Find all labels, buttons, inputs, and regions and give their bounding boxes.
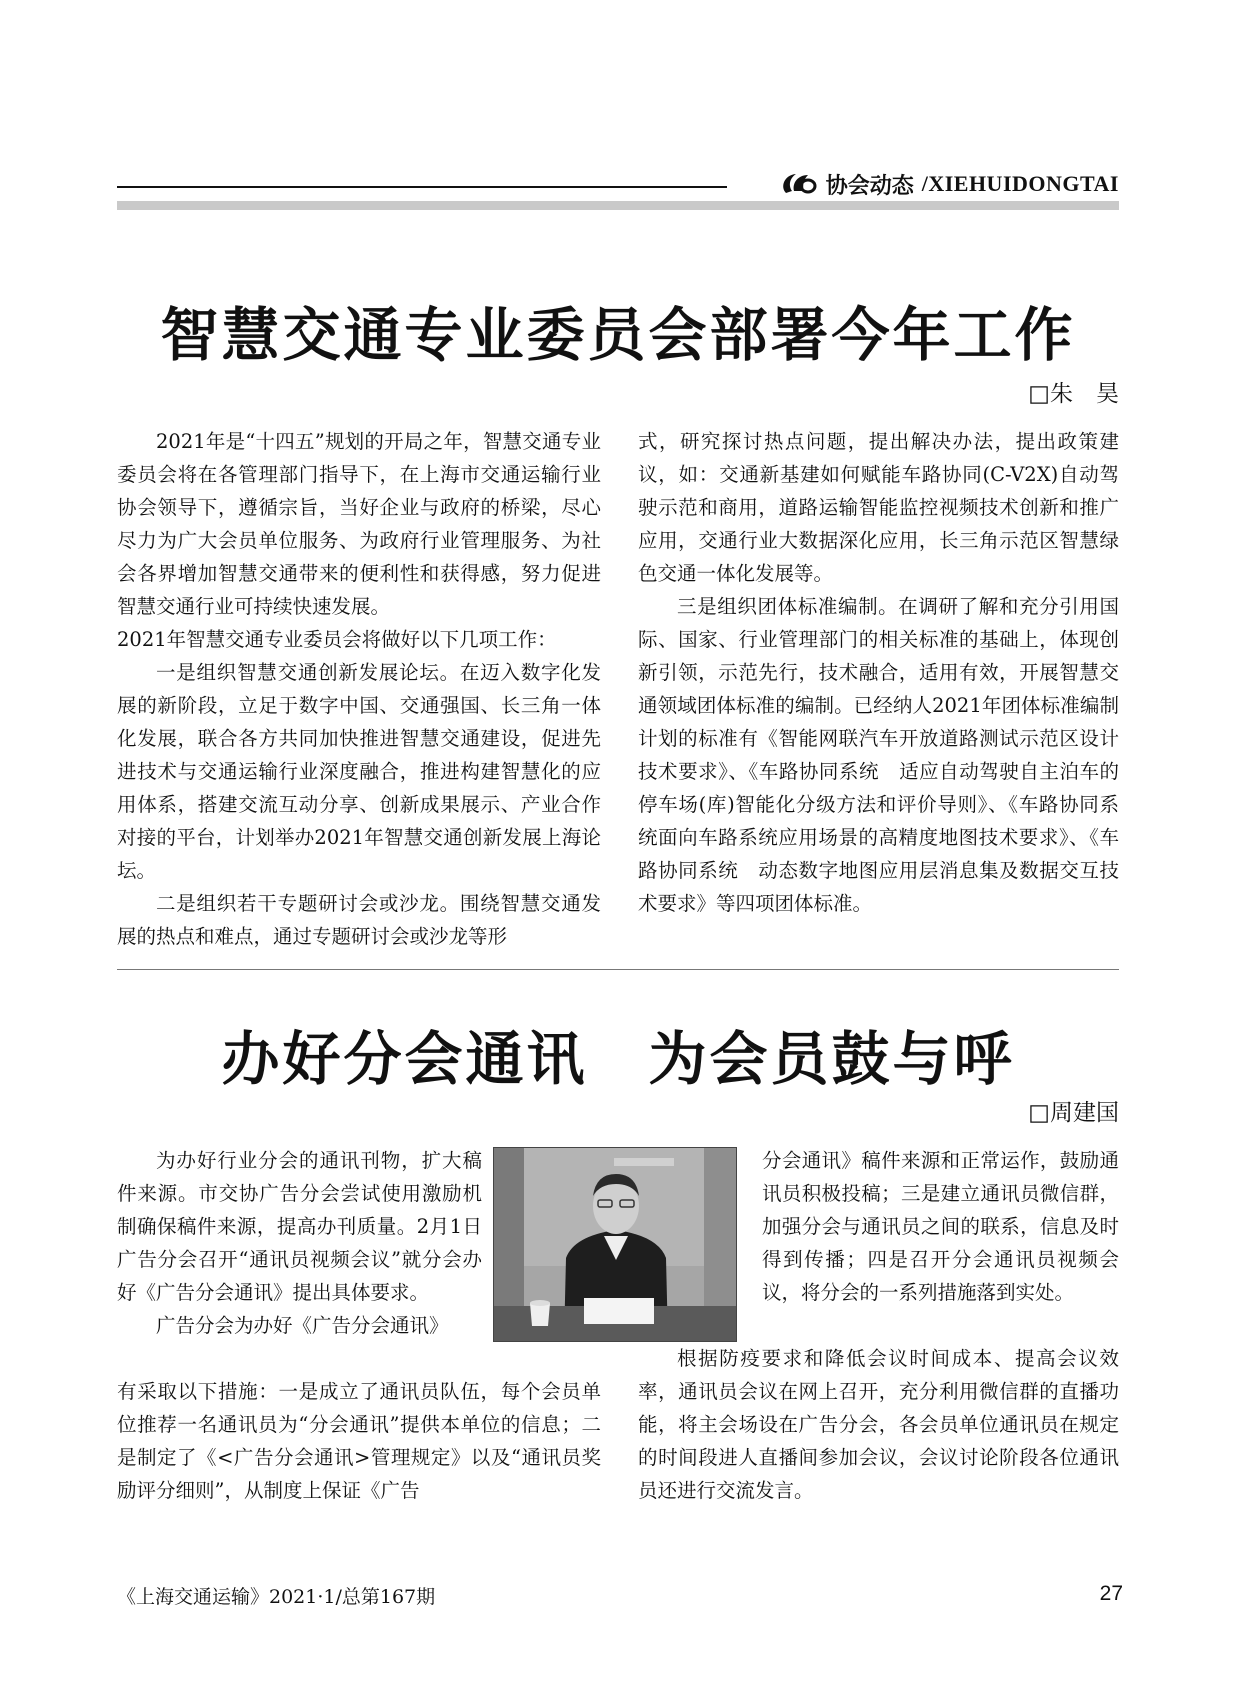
article2-right-bottom-column xyxy=(638,1342,1119,1507)
article2-left-bottom-column xyxy=(117,1375,601,1507)
section-name-en: /XIEHUIDONGTAI xyxy=(921,171,1119,196)
paragraph: 2021年是“十四五”规划的开局之年，智慧交通专业委员会将在各管理部门指导下，在上海市交通运输行业协会领导下，遵循宗旨，当好企业与政府的桥梁，尽心尽力为广大会员单位服务、为政府行业管理服务、为社会各界增加智慧交通带来的便利性和获得感，努力促进智慧交通行业可持续快速发展。 xyxy=(117,430,601,618)
article1-author: □朱 昊 xyxy=(1028,381,1119,407)
paragraph: 根据防疫要求和降低会议时间成本、提高会议效率，通讯员会议在网上召开，充分利用微信群的直播功能，将主会场设在广告分会，各会员单位通讯员在规定的时间段进人直播间参加会议，会议讨论阶段各位通讯员还进行交流发言。 xyxy=(638,1347,1119,1502)
article1-right-column xyxy=(638,425,1119,920)
man-at-desk-photo-icon xyxy=(494,1148,736,1341)
journal-footer: 《上海交通运输》2021·1/总第167期 xyxy=(117,1586,436,1608)
section-name-cn: 协会动态 xyxy=(825,172,914,199)
paragraph: 二是组织若干专题研讨会或沙龙。围绕智慧交通发展的热点和难点，通过专题研讨会或沙龙等形 xyxy=(117,892,601,948)
paragraph: 2021年智慧交通专业委员会将做好以下几项工作： xyxy=(117,628,557,651)
section-label xyxy=(778,169,1119,199)
article2-author: □周建国 xyxy=(1028,1100,1119,1126)
header-rule xyxy=(117,186,727,188)
article1-left-column xyxy=(117,425,601,953)
article2-left-top-column xyxy=(117,1144,482,1342)
paragraph: 有采取以下措施：一是成立了通讯员队伍，每个会员单位推荐一名通讯员为“分会通讯”提供本单位的信息；二是制定了《<广告分会通讯>管理规定》以及“通讯员奖励评分细则”，从制度上保证《广告 xyxy=(117,1380,601,1502)
article2-right-top-column xyxy=(762,1144,1119,1309)
page-number: 27 xyxy=(1099,1582,1123,1605)
paragraph: 广告分会为办好《广告分会通讯》 xyxy=(156,1314,449,1337)
article-divider xyxy=(117,969,1119,970)
paragraph: 式，研究探讨热点问题，提出解决办法，提出政策建议，如：交通新基建如何赋能车路协同(C-V2X)自动驾驶示范和商用，道路运输智能监控视频技术创新和推广应用，交通行业大数据深化应用，长三角示范区智慧绿色交通一体化发展等。 xyxy=(638,430,1119,585)
paragraph: 三是组织团体标准编制。在调研了解和充分引用国际、国家、行业管理部门的相关标准的基础上，体现创新引领，示范先行，技术融合，适用有效，开展智慧交通领域团体标准的编制。已经纳人2021年团体标准编制计划的标准有《智能网联汽车开放道路测试示范区设计技术要求》、《车路协同系统 适应自动驾驶自主泊车的停车场(库)智能化分级方法和评价导则》、《车路协同系统面向车路系统应用场景的高精度地图技术要求》、《车路协同系统 动态数字地图应用层消息集及数据交互技术要求》等四项团体标准。 xyxy=(638,595,1119,915)
paragraph: 分会通讯》稿件来源和正常运作，鼓励通讯员积极投稿；三是建立通讯员微信群，加强分会与通讯员之间的联系，信息及时得到传播；四是召开分会通讯员视频会议，将分会的一系列措施落到实处。 xyxy=(762,1149,1119,1304)
paragraph: 为办好行业分会的通讯刊物，扩大稿件来源。市交协广告分会尝试使用激励机制确保稿件来源，提高办刊质量。2月1日广告分会召开“通讯员视频会议”就分会办好《广告分会通讯》提出具体要求。 xyxy=(117,1149,482,1304)
section-header xyxy=(117,167,1119,209)
header-grey-band xyxy=(117,201,1119,210)
meeting-photo xyxy=(493,1147,737,1342)
article1-title: 智慧交通专业委员会部署今年工作 xyxy=(160,301,1076,369)
association-logo-icon xyxy=(778,169,818,199)
paragraph: 一是组织智慧交通创新发展论坛。在迈入数字化发展的新阶段，立足于数字中国、交通强国、长三角一体化发展，联合各方共同加快推进智慧交通建设，促进先进技术与交通运输行业深度融合，推进构建智慧化的应用体系，搭建交流互动分享、创新成果展示、产业合作对接的平台，计划举办2021年智慧交通创新发展上海论坛。 xyxy=(117,661,601,882)
article2-title: 办好分会通讯 为会员鼓与呼 xyxy=(221,1025,1015,1093)
